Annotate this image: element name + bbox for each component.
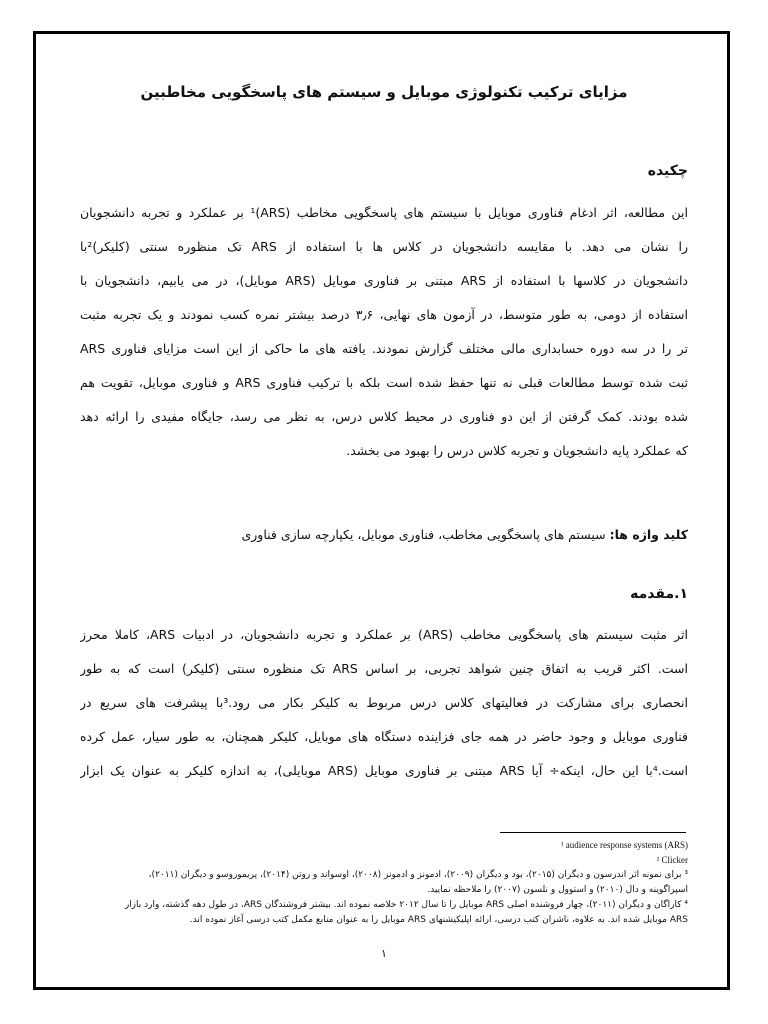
- introduction-paragraph: [80, 618, 688, 788]
- introduction-line: اثر مثبت سیستم های پاسخگویی مخاطب (ARS) بر عملکرد و تجربه دانشجویان، در ادبیات ARS، کاملا محرز: [80, 627, 688, 642]
- footnote: ³ برای نمونه اثر اندرسون و دیگران (۲۰۱۵)، بود و دیگران (۲۰۰۹)، ادمونز و ادمونز (۲۰۰۸)، اوسواند و روتن (۲۰۱۴)، پریموروسو و دیگران (۲۰۱۱)،: [148, 870, 688, 880]
- footnote: ¹ audience response systems (ARS): [560, 840, 688, 850]
- footnote: ARS موبایل شده اند. به علاوه، ناشران کتب درسی، ارائه اپلیکیشنهای ARS موبایل را به عنوان منابع مکمل کتب درسی آغاز نموده اند.: [189, 915, 688, 925]
- abstract-line: استفاده از دومی، به طور متوسط، در آزمون های نهایی، ۳٫۶ درصد بیشتر نمره کسب نمودند و یک تجربه مثبت: [80, 307, 688, 322]
- introduction-line: است. اکثر قریب به اتفاق چنین شواهد تجربی، بر اساس ARS تک منظوره سنتی (کلیکر) است که به طور: [80, 661, 688, 676]
- abstract-line: تر را در سه دوره حسابداری مالی مختلف گزارش نمودند. یافته های ما حاکی از این است مزایای فناوری ARS: [80, 341, 688, 356]
- abstract-line: این مطالعه، اثر ادغام فناوری موبایل با سیستم های پاسخگویی مخاطب (ARS)¹ بر عملکرد و تجربه دانشجویان: [80, 205, 688, 220]
- keywords-text: سیستم های پاسخگویی مخاطب، فناوری موبایل، یکپارچه سازی فناوری: [241, 527, 610, 542]
- abstract-line: را نشان می دهد. با مقایسه دانشجویان در کلاس ها با استفاده از ARS تک منظوره سنتی (کلیکر)²با: [80, 239, 688, 254]
- abstract-heading: چکیده: [647, 163, 688, 179]
- abstract-paragraph: [80, 196, 688, 468]
- keywords: [80, 523, 688, 547]
- footnote: ⁴ کاراگان و دیگران (۲۰۱۱)، چهار فروشنده اصلی ARS موبایل را تا سال ۲۰۱۲ خلاصه نموده اند. بیشتر فروشندگان ARS، در طول دهه گذشته، وارد بازار: [124, 900, 688, 910]
- document-title: مزایای ترکیب تکنولوژی موبایل و سیستم های پاسخگویی مخاطبین: [140, 83, 628, 101]
- introduction-line: فناوری موبایل و وجود حاضر در همه جای فزاینده دستگاه های موبایل، کلیکر همچنان، به طور سیار، عمل کرده: [80, 729, 688, 744]
- introduction-heading: ۱.مقدمه: [630, 586, 688, 602]
- footnote: ² Clicker: [656, 855, 688, 865]
- abstract-line: ثبت شده توسط مطالعات قبلی نه تنها حفظ شده است بلکه با ترکیب فناوری ARS و فناوری موبایل، تقویت هم: [80, 375, 688, 390]
- keywords-label: کلید واژه ها:: [609, 527, 688, 542]
- abstract-line: شده بودند. کمک گرفتن از این دو فناوری در محیط کلاس درس، به نظر می رسد، جایگاه مفیدی را ارائه دهد: [80, 409, 688, 424]
- footnote-separator: [500, 832, 686, 833]
- introduction-line: انحصاری برای مشارکت در فعالیتهای کلاس درس مربوط به کلیکر بکار می رود.³با پیشرفت های سریع در: [80, 695, 688, 710]
- footnotes: [80, 838, 688, 928]
- abstract-line: دانشجویان در کلاسها با استفاده از ARS مبتنی بر فناوری موبایل (ARS موبایل)، در می یابیم، دانشجویان با: [80, 273, 688, 288]
- page-number: ۱: [381, 947, 387, 960]
- introduction-line: است.⁴با این حال، اینکه÷ آیا ARS مبتنی بر فناوری موبایل (ARS موبایلی)، به اندازه کلیکر به عنوان یک ابزار: [80, 763, 688, 778]
- abstract-line: که عملکرد پایه دانشجویان و تجربه کلاس درس را بهبود می بخشد.: [346, 443, 688, 458]
- footnote: اسپراگوینه و دال (۲۰۱۰) و استوول و نلسون (۲۰۰۷) را ملاحظه نمایید.: [427, 885, 688, 895]
